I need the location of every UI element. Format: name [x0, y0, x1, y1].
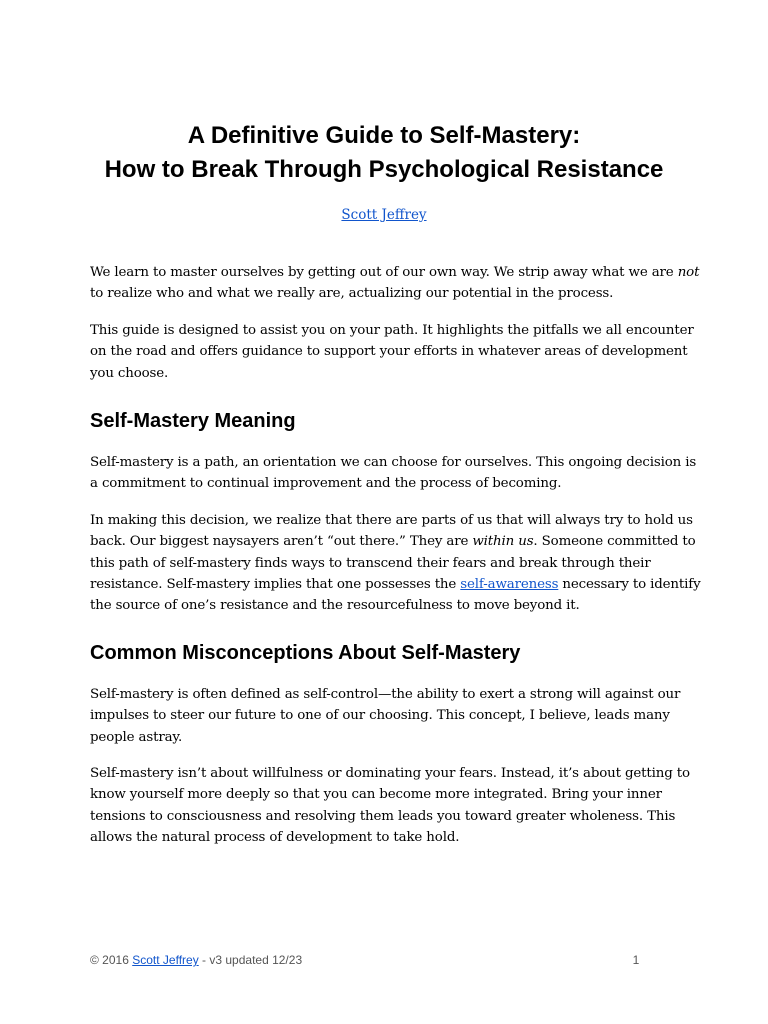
text-line: to realize who and what we really are, actualizing our potential in the process. [90, 286, 614, 302]
text-line: you choose. [90, 365, 169, 381]
copyright-text: © 2016 [90, 953, 133, 967]
text-line: the source of one’s resistance and the resourcefulness to move beyond it. [90, 598, 580, 614]
text-run: . Someone committed to [533, 534, 696, 550]
text-line: In making this decision, we realize that there are parts of us that will always try to hold us [90, 513, 693, 528]
document-title [0, 119, 768, 187]
intro-paragraph-2 [90, 320, 694, 384]
misconceptions-paragraph-2 [90, 763, 690, 848]
footer-author-link[interactable]: Scott Jeffrey [132, 953, 199, 967]
text-line: impulses to steer our future to one of our choosing. This concept, I believe, leads many [90, 708, 670, 724]
emphasis-text: within us [472, 534, 534, 550]
text-run: necessary to identify [558, 576, 701, 592]
text-line: Self-mastery is often defined as self-control—the ability to exert a strong will against our [90, 687, 681, 702]
title-line-1: A Definitive Guide to Self-Mastery: [187, 122, 581, 149]
text-run: back. Our biggest naysayers aren’t “out there.” They are [90, 534, 473, 550]
text-line: Self-mastery isn’t about willfulness or dominating your fears. Instead, it’s about getting to [90, 766, 690, 781]
meaning-paragraph-2 [90, 510, 701, 616]
text-line [90, 262, 700, 283]
meaning-paragraph-1 [90, 452, 697, 495]
text-line: this path of self-mastery finds ways to transcend their fears and break through their [90, 555, 651, 571]
text-line: tensions to consciousness and resolving them leads you toward greater wholeness. This [90, 808, 676, 824]
text-line: a commitment to continual improvement and the process of becoming. [90, 476, 562, 492]
text-line [90, 531, 696, 552]
page-number: 1 [632, 953, 640, 967]
intro-paragraph-1 [90, 262, 700, 305]
self-awareness-link[interactable]: self-awareness [460, 576, 559, 592]
title-line-2: How to Break Through Psychological Resistance [104, 156, 664, 183]
version-text: - v3 updated 12/23 [198, 953, 303, 967]
text-line [90, 574, 701, 595]
text-line: people astray. [90, 729, 183, 745]
emphasis-text: not [677, 265, 700, 280]
section-heading-meaning: Self-Mastery Meaning [90, 410, 296, 432]
misconceptions-paragraph-1 [90, 684, 684, 748]
text-run: We learn to master ourselves by getting out of our own way. We strip away what we are [90, 265, 678, 280]
text-line: know yourself more deeply so that you can become more integrated. Bring your inner [90, 787, 662, 803]
section-heading-misconceptions: Common Misconceptions About Self-Mastery [90, 642, 521, 664]
text-line: This guide is designed to assist you on your path. It highlights the pitfalls we all encounter [90, 323, 694, 338]
text-run: resistance. Self-mastery implies that one possesses the [90, 576, 461, 592]
page-footer [90, 951, 302, 969]
text-line: Self-mastery is a path, an orientation we can choose for ourselves. This ongoing decision is [90, 455, 697, 470]
author-link[interactable]: Scott Jeffrey [341, 207, 427, 223]
text-line: allows the natural process of development to take hold. [90, 829, 460, 845]
text-line: on the road and offers guidance to support your efforts in whatever areas of development [90, 344, 688, 360]
author-byline [0, 205, 768, 225]
